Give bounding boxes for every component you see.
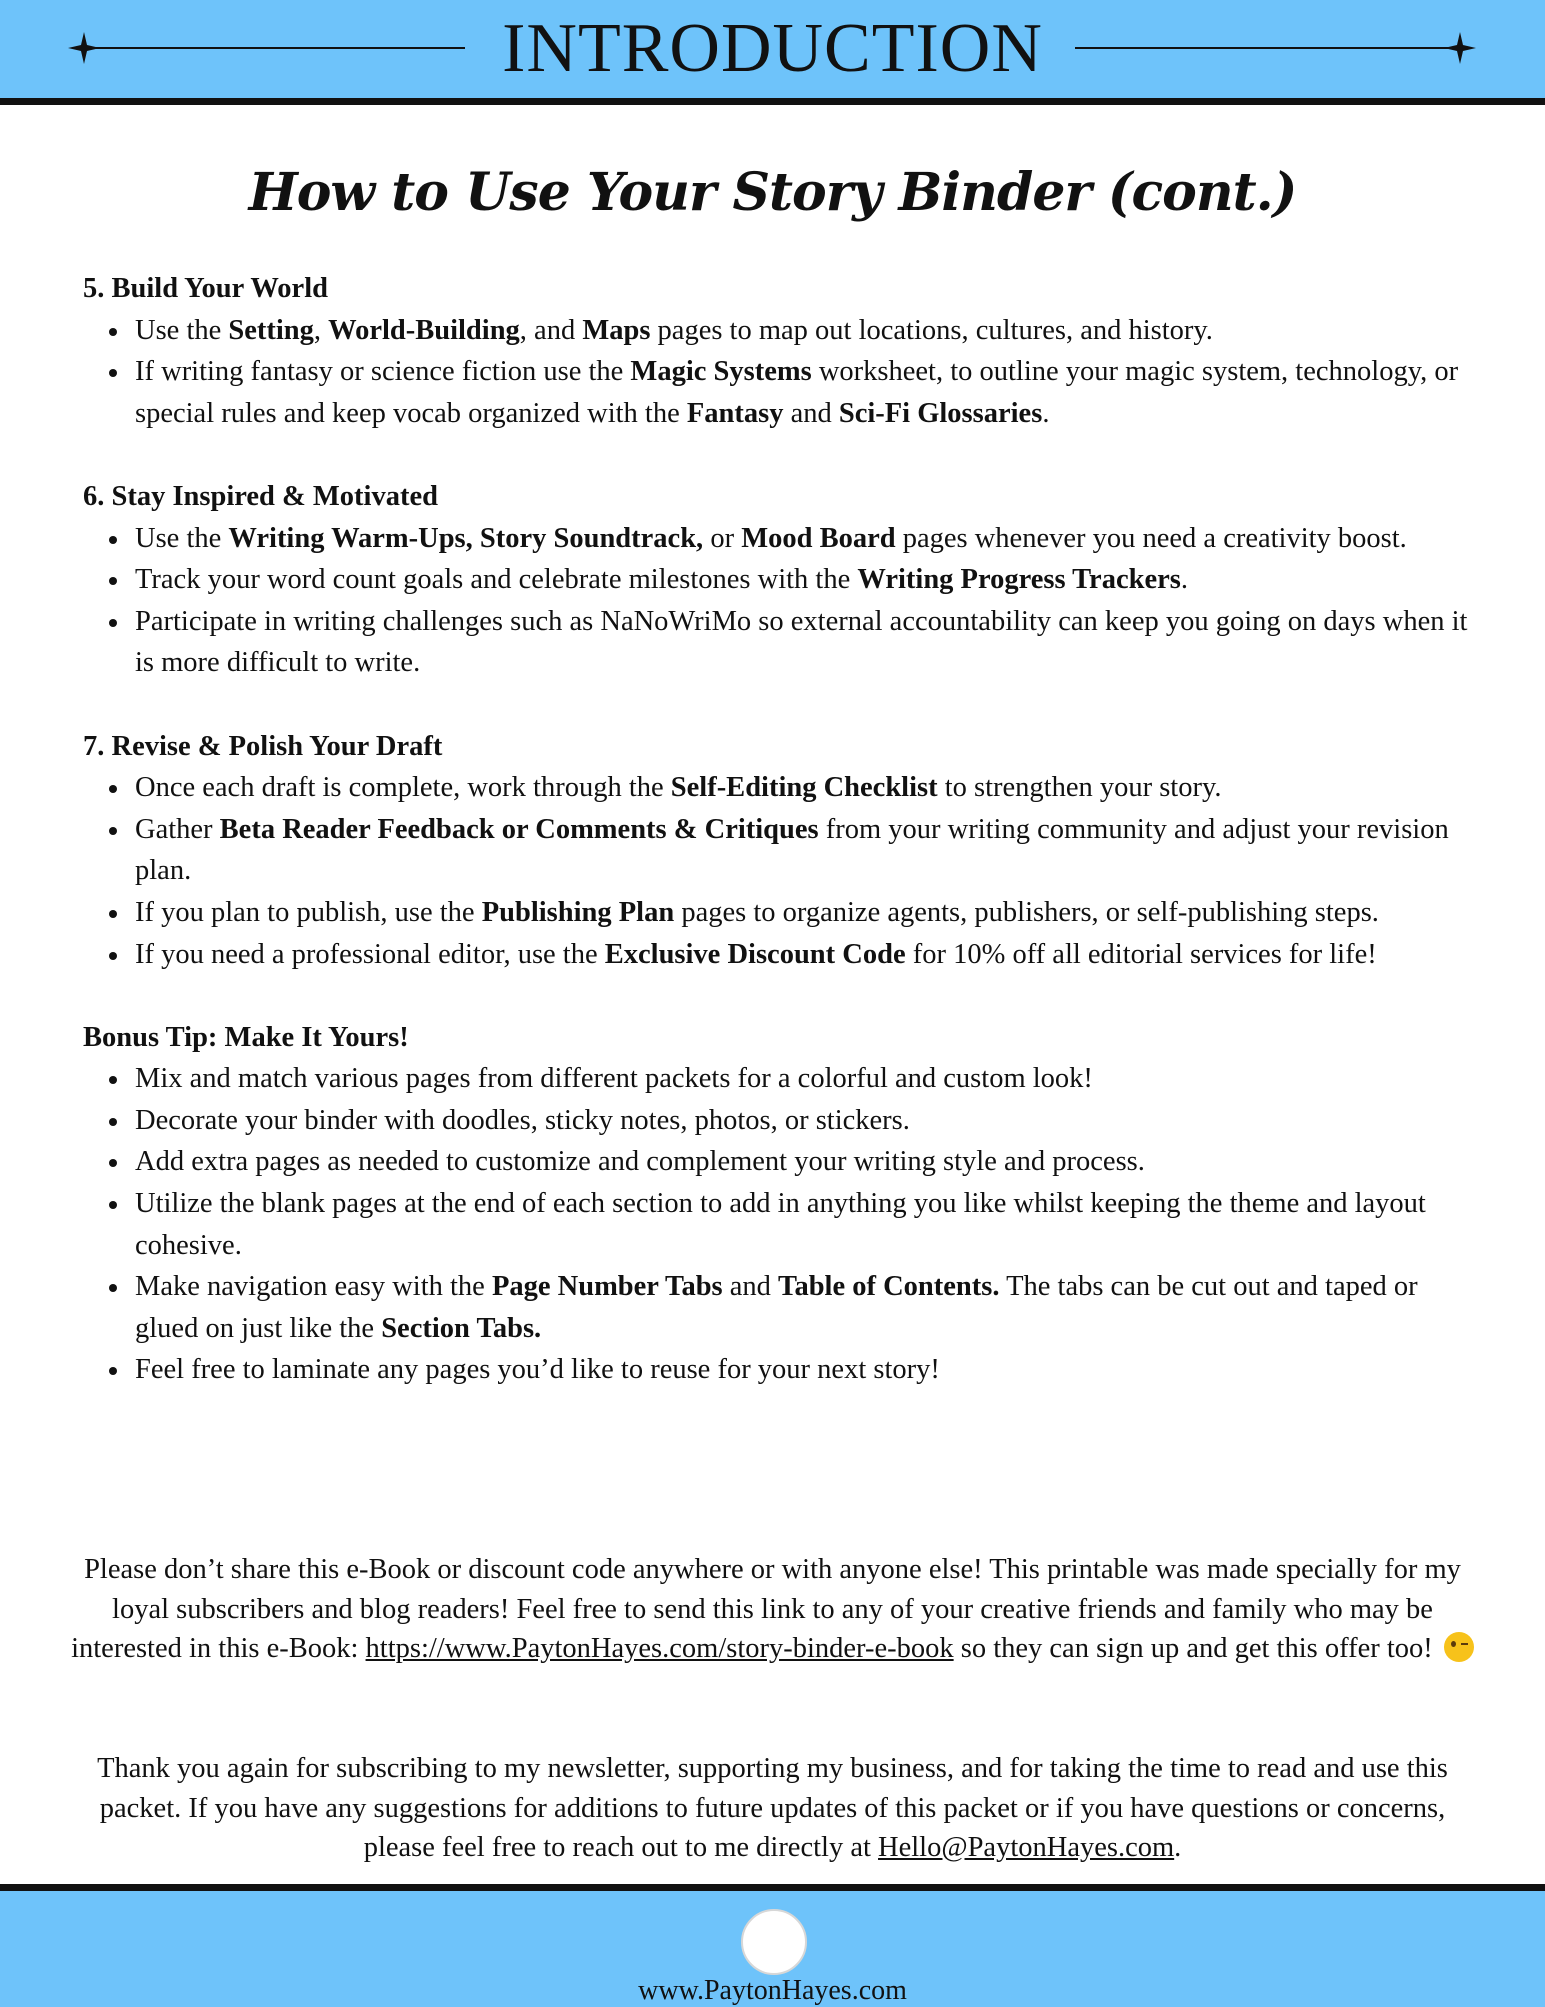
instructions-content — [83, 268, 1483, 1433]
text-run: If you need a professional editor, use the — [135, 938, 605, 970]
section — [83, 476, 1483, 684]
bold-text: Section Tabs. — [381, 1312, 542, 1344]
text-run: If writing fantasy or science fiction use the — [135, 356, 631, 388]
text-run: pages to organize agents, publishers, or self-publishing steps. — [674, 896, 1379, 928]
text-run: . — [1042, 397, 1050, 429]
text-run: pages to map out locations, cultures, and history. — [650, 314, 1213, 346]
text-run: Participate in writing challenges such as NaNoWriMo so external accountability can keep you going on days when it is more difficult to write. — [135, 605, 1468, 679]
text-run: Decorate your binder with doodles, sticky notes, photos, or stickers. — [135, 1104, 910, 1136]
email-link[interactable]: Hello@PaytonHayes.com — [878, 1832, 1175, 1863]
text-run: Utilize the blank pages at the end of each section to add in anything you like whilst keeping the theme and layout cohesive. — [135, 1188, 1426, 1261]
text-run: for 10% off all editorial services for life! — [905, 938, 1377, 970]
logo — [741, 1909, 807, 1975]
text-run: Track your word count goals and celebrate milestones with the — [135, 564, 858, 596]
bold-text: Fantasy — [686, 397, 784, 429]
text-run: Make navigation easy with the — [135, 1271, 492, 1303]
text-run: Add extra pages as needed to customize and complement your writing style and process. — [135, 1146, 1145, 1178]
text-run: , and — [519, 314, 583, 346]
share-notice — [70, 1550, 1475, 1669]
text-run: Once each draft is complete, work through the — [135, 772, 671, 804]
list-item — [83, 1349, 1483, 1391]
text-run: Gather — [135, 813, 220, 845]
list-item — [83, 601, 1483, 684]
bold-text: Sci-Fi Glossaries — [838, 397, 1043, 429]
bullet-list — [83, 767, 1483, 975]
bold-text: Setting — [228, 314, 314, 346]
bold-text: Writing Warm-Ups, Story Soundtrack, — [228, 522, 704, 554]
section — [83, 1017, 1483, 1391]
list-item — [83, 1141, 1483, 1183]
section-heading: 7. Revise & Polish Your Draft — [83, 730, 443, 762]
share-notice-text-end: so they can sign up and get this offer too! — [953, 1633, 1440, 1664]
text-run: and — [722, 1271, 779, 1303]
bold-text: Beta Reader Feedback or Comments & Critiques — [219, 813, 819, 845]
bullet-list — [83, 1058, 1483, 1391]
text-run: or — [703, 522, 742, 554]
bold-text: Magic Systems — [630, 356, 812, 388]
text-run: The tabs can be cut out and taped or glued on just like the — [135, 1271, 1418, 1344]
header-band — [0, 0, 1545, 105]
bold-text: Table of Contents. — [778, 1271, 1000, 1303]
page-title: INTRODUCTION — [502, 10, 1043, 87]
website-url[interactable]: www.PaytonHayes.com — [638, 1975, 907, 2006]
list-item — [83, 809, 1483, 892]
section-heading: 6. Stay Inspired & Motivated — [83, 480, 438, 512]
list-item — [83, 1058, 1483, 1100]
text-run: , — [313, 314, 329, 346]
list-item — [83, 1183, 1483, 1266]
ebook-link[interactable]: https://www.PaytonHayes.com/story-binder-e-book — [365, 1633, 954, 1664]
bold-text: Publishing Plan — [481, 896, 675, 928]
thank-you-text-end: . — [1174, 1832, 1182, 1863]
section-heading: Bonus Tip: Make It Yours! — [83, 1021, 409, 1053]
bold-text: Self-Editing Checklist — [670, 772, 938, 804]
text-run: Use the — [135, 522, 229, 554]
section — [83, 726, 1483, 976]
bold-text: World-Building — [328, 314, 520, 346]
thank-you-note — [70, 1749, 1475, 1868]
list-item — [83, 892, 1483, 934]
thank-you-text: Thank you again for subscribing to my newsletter, supporting my business, and for taking the time to read and use this packet. If you have any suggestions for additions to future updates of this packet or if you have questions or concerns, please feel free to reach out to me directly at — [97, 1753, 1448, 1863]
text-run: from your writing community and adjust your revision plan. — [135, 813, 1449, 887]
text-run: . — [1180, 564, 1188, 596]
text-run: worksheet, to outline your magic system, technology, or special rules and keep vocab organized with the — [135, 356, 1459, 429]
list-item — [83, 310, 1483, 352]
text-run: Feel free to laminate any pages you’d like to reuse for your next story! — [135, 1354, 940, 1386]
bold-text: Writing Progress Trackers — [857, 564, 1181, 596]
section-heading: 5. Build Your World — [83, 273, 328, 304]
footer-band — [0, 1884, 1545, 2007]
bullet-list — [83, 310, 1483, 435]
list-item — [83, 767, 1483, 809]
list-item — [83, 1266, 1483, 1349]
list-item — [83, 351, 1483, 434]
list-item — [83, 559, 1483, 601]
bold-text: Page Number Tabs — [491, 1271, 723, 1303]
text-run: to strengthen your story. — [937, 772, 1222, 804]
bold-text: Mood Board — [741, 522, 896, 554]
bold-text: Maps — [582, 314, 651, 346]
section — [83, 268, 1483, 434]
text-run: pages whenever you need a creativity boost. — [895, 522, 1407, 554]
winking-face-icon — [1444, 1632, 1474, 1662]
text-run: and — [783, 397, 839, 429]
text-run: Use the — [135, 314, 229, 346]
list-item — [83, 1100, 1483, 1142]
bold-text: Exclusive Discount Code — [604, 938, 906, 970]
page-subtitle: How to Use Your Story Binder (cont.) — [248, 162, 1297, 223]
share-notice-text: Please don’t share this e-Book or discount code anywhere or with anyone else! This printable was made specially for my loyal subscribers and blog readers! Feel free to send this link to any of your creative friends and family who may be interested in this e-Book: — [71, 1554, 1461, 1664]
list-item — [83, 518, 1483, 560]
bullet-list — [83, 518, 1483, 684]
text-run: If you plan to publish, use the — [135, 896, 482, 928]
list-item — [83, 934, 1483, 976]
text-run: Mix and match various pages from different packets for a colorful and custom look! — [135, 1063, 1093, 1095]
